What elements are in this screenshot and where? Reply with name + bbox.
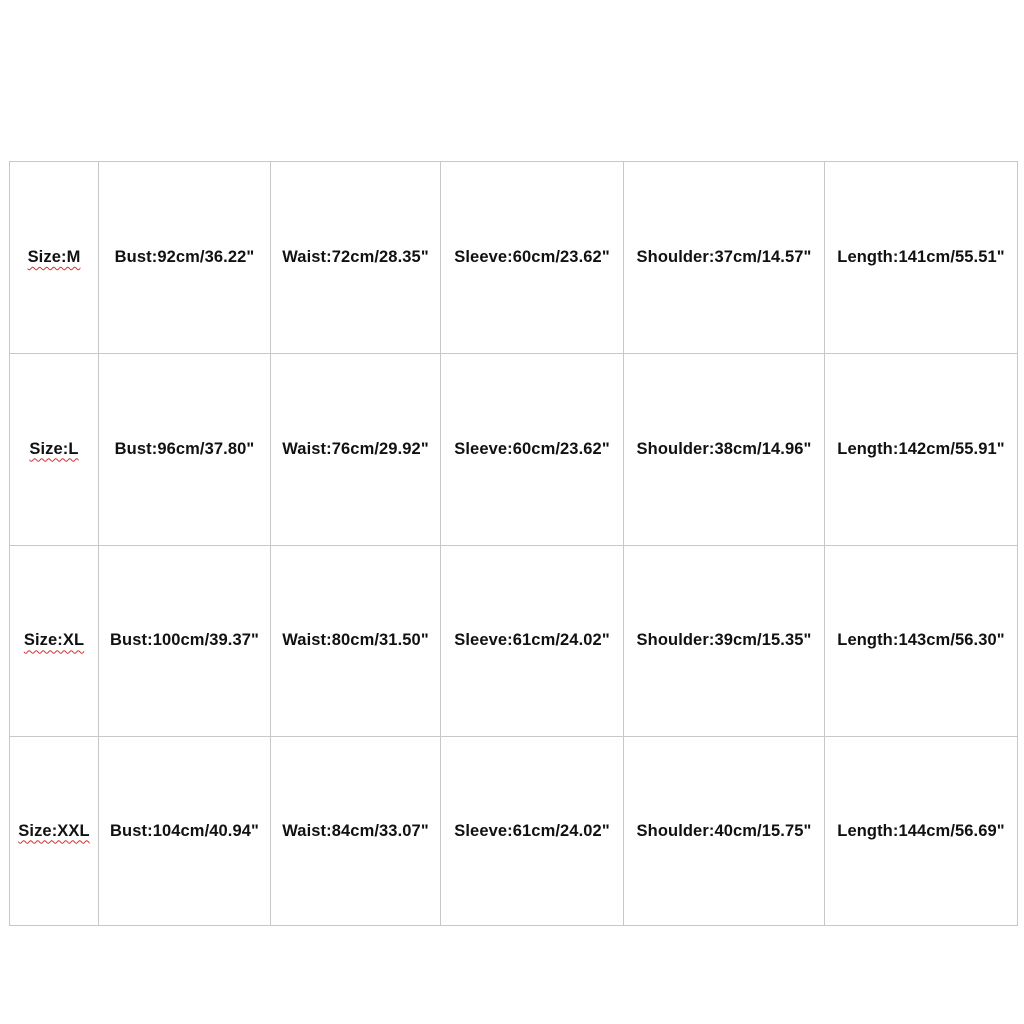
length-cell: Length:141cm/55.51" [825,162,1018,354]
size-label: Size:XL [23,631,85,650]
size-label: Size:XXL [18,821,90,840]
waist-cell: Waist:80cm/31.50" [271,545,441,737]
sleeve-cell: Sleeve:61cm/24.02" [441,737,624,926]
sleeve-cell: Sleeve:60cm/23.62" [441,162,624,354]
size-label: Size:M [27,247,81,266]
table-row [10,737,1018,926]
size-cell [10,162,99,354]
bust-cell: Bust:92cm/36.22" [99,162,271,354]
length-cell: Length:142cm/55.91" [825,353,1018,545]
waist-cell: Waist:72cm/28.35" [271,162,441,354]
table-row [10,545,1018,737]
bust-cell: Bust:96cm/37.80" [99,353,271,545]
length-cell: Length:143cm/56.30" [825,545,1018,737]
waist-cell: Waist:84cm/33.07" [271,737,441,926]
table-row [10,353,1018,545]
table-row [10,162,1018,354]
size-cell [10,737,99,926]
shoulder-cell: Shoulder:38cm/14.96" [624,353,825,545]
sleeve-cell: Sleeve:60cm/23.62" [441,353,624,545]
length-cell: Length:144cm/56.69" [825,737,1018,926]
bust-cell: Bust:100cm/39.37" [99,545,271,737]
shoulder-cell: Shoulder:40cm/15.75" [624,737,825,926]
sleeve-cell: Sleeve:61cm/24.02" [441,545,624,737]
size-cell [10,353,99,545]
size-label: Size:L [29,439,79,458]
shoulder-cell: Shoulder:39cm/15.35" [624,545,825,737]
size-chart-table [9,161,1018,926]
shoulder-cell: Shoulder:37cm/14.57" [624,162,825,354]
bust-cell: Bust:104cm/40.94" [99,737,271,926]
size-cell [10,545,99,737]
waist-cell: Waist:76cm/29.92" [271,353,441,545]
